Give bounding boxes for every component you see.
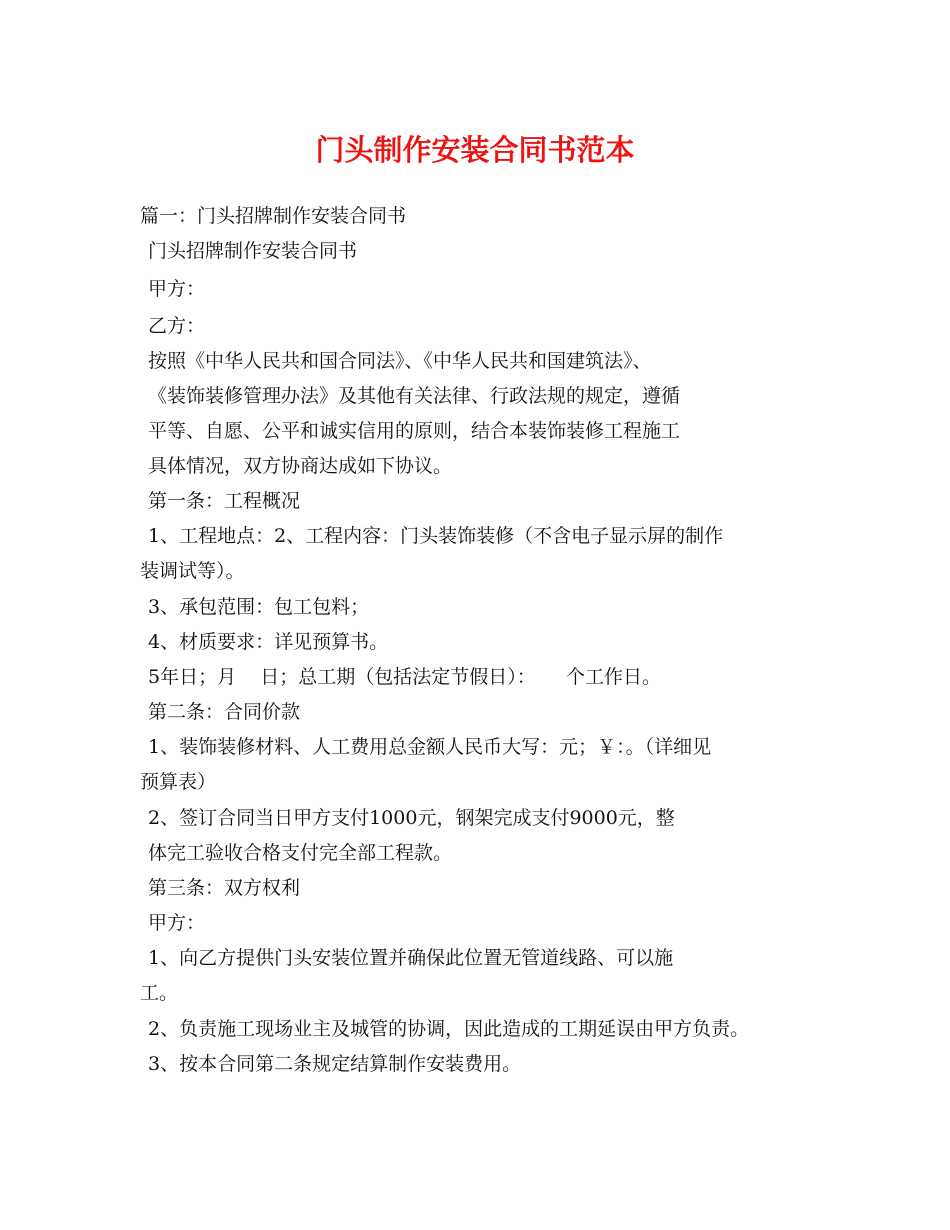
- body-line: 3、按本合同第二条规定结算制作安装费用。: [148, 1053, 522, 1075]
- body-line: 按照《中华人民共和国合同法》、《中华人民共和国建筑法》、: [148, 350, 652, 372]
- body-line: 第三条：双方权利: [148, 877, 301, 899]
- body-line: 乙方：: [148, 315, 206, 337]
- document-title: 门头制作安装合同书范本: [315, 133, 635, 167]
- body-line: 5年日；月 日；总工期（包括法定节假日）： 个工作日。: [148, 666, 661, 688]
- body-line: 4、材质要求：详见预算书。: [148, 631, 389, 653]
- body-line: 具体情况，双方协商达成如下协议。: [148, 455, 453, 477]
- body-line: 3、承包范围：包工包料；: [148, 596, 370, 618]
- body-line: 预算表）: [140, 771, 217, 793]
- body-line: 体完工验收合格支付完全部工程款。: [148, 842, 453, 864]
- body-line: 甲方：: [148, 278, 206, 300]
- body-line: 装调试等）。: [140, 560, 245, 582]
- body-line: 2、负责施工现场业主及城管的协调，因此造成的工期延误由甲方负责。: [148, 1018, 750, 1040]
- body-line: 工。: [140, 982, 179, 1004]
- body-line: 1、装饰装修材料、人工费用总金额人民币大写：元；￥：。（详细见: [148, 736, 712, 758]
- body-line: 1、向乙方提供门头安装位置并确保此位置无管道线路、可以施: [148, 947, 674, 969]
- body-line: 2、签订合同当日甲方支付1000元，钢架完成支付9000元，整: [148, 807, 675, 829]
- body-line: 门头招牌制作安装合同书: [148, 240, 358, 262]
- body-line: 第二条：合同价款: [148, 701, 301, 723]
- body-line: 第一条：工程概况: [148, 490, 301, 512]
- body-line: 甲方：: [148, 912, 206, 934]
- body-line: 篇一：门头招牌制作安装合同书: [140, 205, 407, 227]
- body-line: 1、工程地点：2、工程内容：门头装饰装修（不含电子显示屏的制作: [148, 525, 724, 547]
- body-line: 平等、自愿、公平和诚实信用的原则，结合本装饰装修工程施工: [148, 420, 681, 442]
- body-line: 《装饰装修管理办法》及其他有关法律、行政法规的规定，遵循: [148, 385, 681, 407]
